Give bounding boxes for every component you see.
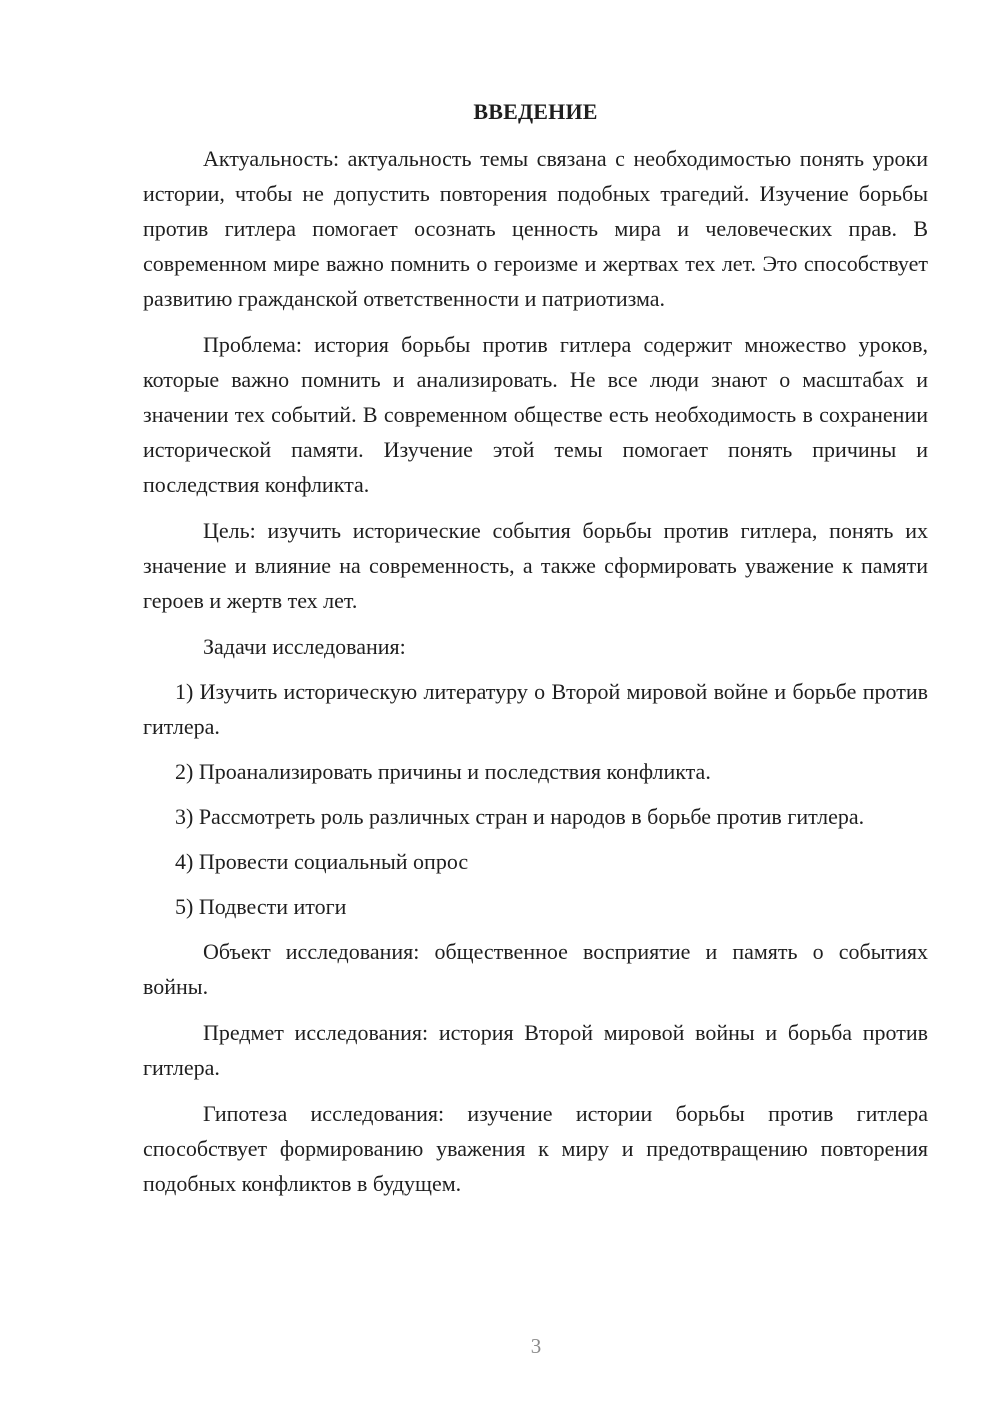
task-item-1: 1) Изучить историческую литературу о Второй мировой войне и борьбе против гитлера. <box>143 679 928 739</box>
object-paragraph: Объект исследования: общественное восприятие и память о событиях войны. <box>143 939 928 999</box>
page-content <box>143 94 928 1201</box>
goal-paragraph: Цель: изучить исторические события борьбы против гитлера, понять их значение и влияние на современность, а также сформировать уважение к памяти героев и жертв тех лет. <box>143 518 928 613</box>
task-item-3: 3) Рассмотреть роль различных стран и народов в борьбе против гитлера. <box>175 804 865 829</box>
tasks-heading: Задачи исследования: <box>203 634 406 659</box>
problem-paragraph: Проблема: история борьбы против гитлера содержит множество уроков, которые важно помнить и анализировать. Не все люди знают о масштабах и значении тех событий. В современном обществе есть необходимость в сохранении исторической памяти. Изучение этой темы помогает понять причины и последствия конфликта. <box>143 332 928 497</box>
task-item-4: 4) Провести социальный опрос <box>175 849 469 874</box>
page-number: 3 <box>530 1334 542 1358</box>
task-item-2: 2) Проанализировать причины и последствия конфликта. <box>175 759 711 784</box>
subject-paragraph: Предмет исследования: история Второй мировой войны и борьба против гитлера. <box>143 1020 928 1080</box>
relevance-paragraph: Актуальность: актуальность темы связана с необходимостью понять уроки истории, чтобы не допустить повторения подобных трагедий. Изучение борьбы против гитлера помогает осознать ценность мира и человеческих прав. В современном мире важно помнить о героизме и жертвах тех лет. Это способствует развитию гражданской ответственности и патриотизма. <box>143 146 928 311</box>
page-title: ВВЕДЕНИЕ <box>473 99 598 124</box>
task-item-5: 5) Подвести итоги <box>175 894 347 919</box>
hypothesis-paragraph: Гипотеза исследования: изучение истории борьбы против гитлера способствует формированию уважения к миру и предотвращению повторения подобных конфликтов в будущем. <box>143 1101 928 1196</box>
